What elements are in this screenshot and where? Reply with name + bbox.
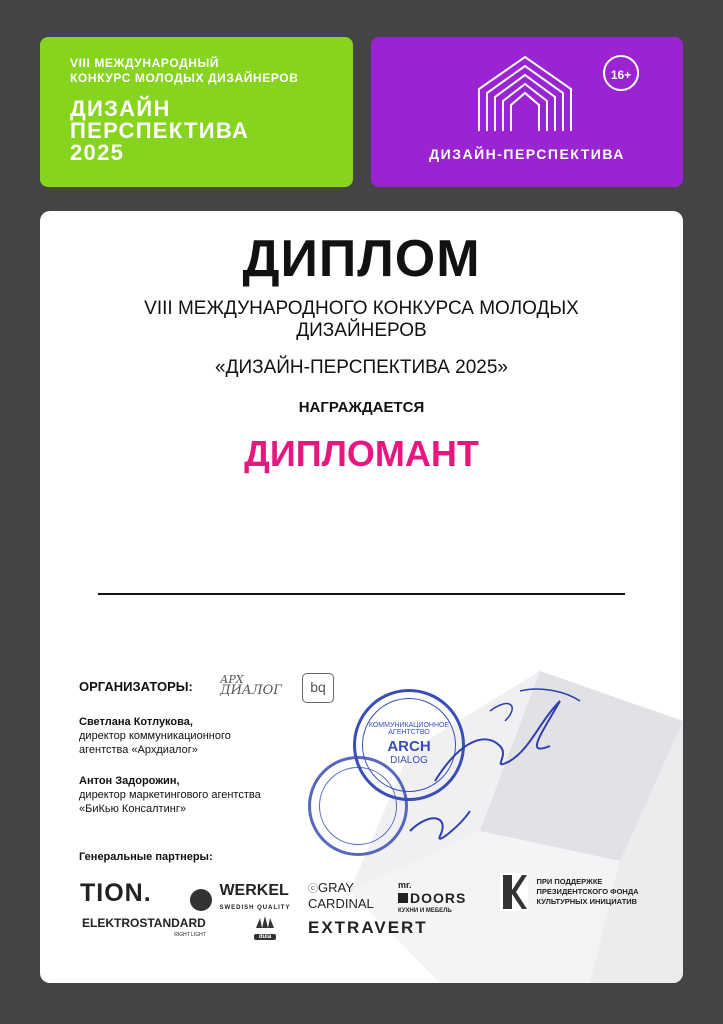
mr-doors-name: DOORS xyxy=(410,890,467,906)
werkel-logo xyxy=(190,884,290,915)
stamp-text-line1: КОММУНИКАЦИОННОЕ xyxy=(368,722,450,729)
stamp-brand-line1: ARCH xyxy=(387,738,431,755)
gray-cardinal-icon: ⓒ xyxy=(308,884,318,895)
mr-doors-logo xyxy=(398,879,466,918)
subtitle-line2: ДИЗАЙНЕРОВ xyxy=(296,320,427,341)
fund-line1: ПРИ ПОДДЕРЖКЕ xyxy=(536,877,603,886)
archdialog-logo-line2: ДИАЛОГ xyxy=(220,683,282,698)
banner-year: 2025 xyxy=(70,140,125,165)
elektrostandard-name: ELEKTROSTANDARD xyxy=(82,916,206,930)
banner-line1: VIII МЕЖДУНАРОДНЫЙ xyxy=(70,56,220,70)
archdialog-logo-line1: АРХ xyxy=(220,673,244,686)
bq-logo: bq xyxy=(302,673,334,703)
subtitle-line1: VIII МЕЖДУНАРОДНОГО КОНКУРСА МОЛОДЫХ xyxy=(144,298,579,319)
award-rank: ДИПЛОМАНТ xyxy=(244,433,479,474)
mr-doors-tagline: КУХНИ И МЕБЕЛЬ xyxy=(398,908,452,914)
dula-logo xyxy=(254,915,276,940)
fund-k-icon xyxy=(500,873,528,911)
signatures xyxy=(390,661,590,861)
fund-line3: КУЛЬТУРНЫХ ИНИЦИАТИВ xyxy=(536,897,638,906)
banner-title-line1: ДИЗАЙН xyxy=(70,96,171,121)
werkel-tagline: SWEDISH QUALITY xyxy=(219,905,291,911)
organizer-1-name: Светлана Котлукова, xyxy=(79,716,193,728)
recipient-name-line xyxy=(98,593,625,595)
stamp-brand-line2: DIALOG xyxy=(390,755,428,766)
organizer-2-agency: «БиКью Консалтинг» xyxy=(79,803,186,815)
dula-icon xyxy=(254,915,276,929)
diploma-subtitle xyxy=(100,298,623,342)
gray-cardinal-line2: CARDINAL xyxy=(308,896,374,911)
elektrostandard-logo xyxy=(82,917,206,941)
partners-label: Генеральные партнеры: xyxy=(79,851,213,863)
brand-name: ДИЗАЙН-ПЕРСПЕКТИВА xyxy=(429,146,625,162)
house-logo-icon xyxy=(477,53,573,133)
presidential-fund-logo xyxy=(500,873,639,911)
werkel-icon xyxy=(190,889,212,911)
banner-title xyxy=(70,98,249,164)
elektrostandard-tagline: RIGHT LIGHT xyxy=(174,932,206,938)
organizer-1 xyxy=(79,715,231,757)
organizers-label: ОРГАНИЗАТОРЫ: xyxy=(79,679,193,694)
tion-logo: TION. xyxy=(80,879,152,907)
brand-banner xyxy=(371,37,683,187)
banner-line2: КОНКУРС МОЛОДЫХ ДИЗАЙНЕРОВ xyxy=(70,71,299,85)
contest-name: «ДИЗАЙН-ПЕРСПЕКТИВА 2025» xyxy=(215,357,508,378)
contest-banner xyxy=(40,37,353,187)
dula-name: dula xyxy=(254,934,276,940)
gray-cardinal-logo xyxy=(308,881,374,911)
banner-edition xyxy=(70,56,298,86)
diploma-title: ДИПЛОМ xyxy=(242,230,481,288)
mr-doors-icon xyxy=(398,893,408,903)
extravert-logo: EXTRAVERT xyxy=(308,918,428,937)
age-rating-badge: 16+ xyxy=(603,55,639,91)
diploma-card xyxy=(40,211,683,983)
fund-line2: ПРЕЗИДЕНТСКОГО ФОНДА xyxy=(536,887,639,896)
organizer-1-role: директор коммуникационного xyxy=(79,730,231,742)
gray-cardinal-line1: GRAY xyxy=(318,880,354,895)
mr-doors-prefix: mr. xyxy=(398,880,412,890)
stamp-text-line2: АГЕНТСТВО xyxy=(388,729,430,736)
organizer-2 xyxy=(79,774,261,816)
organizer-2-name: Антон Задорожин, xyxy=(79,775,180,787)
werkel-name: WERKEL xyxy=(219,882,289,899)
organizer-1-agency: агентства «Архдиалог» xyxy=(79,744,198,756)
archdialog-logo xyxy=(220,674,292,700)
banner-title-line2: ПЕРСПЕКТИВА xyxy=(70,118,250,143)
organizer-2-role: директор маркетингового агентства xyxy=(79,789,261,801)
awarded-label: НАГРАЖДАЕТСЯ xyxy=(298,399,425,416)
